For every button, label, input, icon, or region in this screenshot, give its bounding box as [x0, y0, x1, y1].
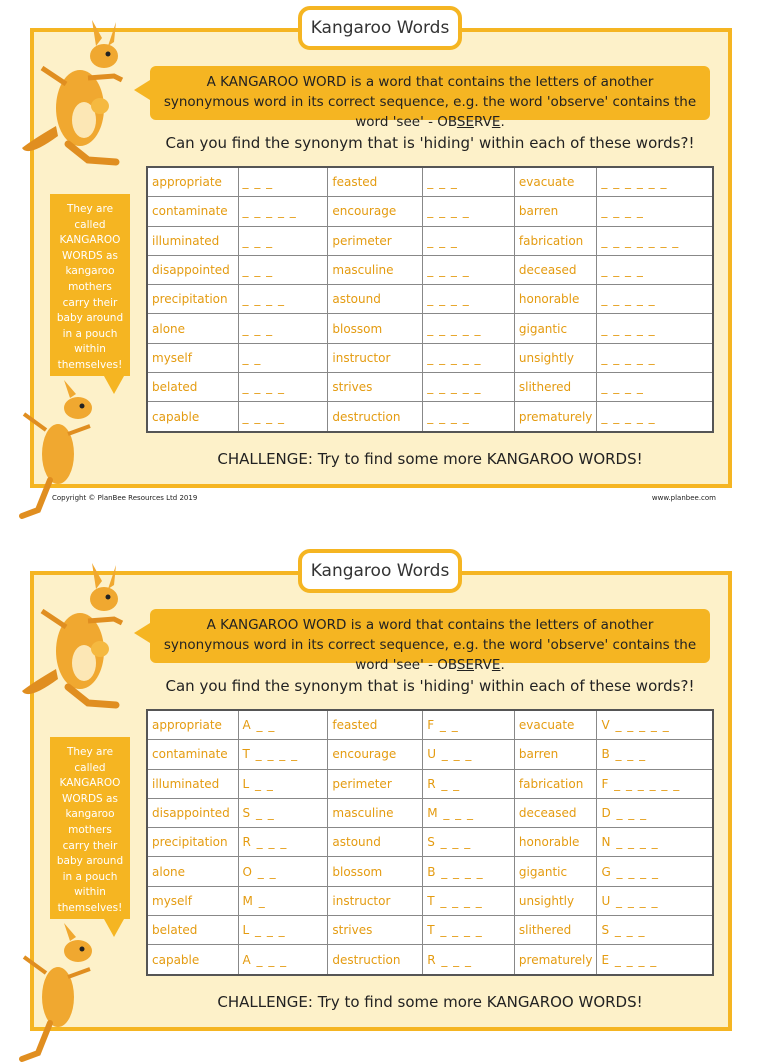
kangaroo-word-cell: instructor	[328, 343, 423, 372]
kangaroo-words-answer-table	[146, 709, 714, 976]
kangaroo-word-definition: A KANGAROO WORD is a word that contains the letters of another synonymous word in its correct sequence, e.g. the word 'observe' contains the word 'see' - OBSERVE.	[150, 609, 710, 663]
kangaroo-word-cell: myself	[147, 343, 238, 372]
word-table-body	[147, 167, 713, 432]
kangaroo-word-cell: contaminate	[147, 740, 238, 769]
copyright-footer: Copyright © PlanBee Resources Ltd 2019	[52, 494, 198, 502]
kangaroo-word-cell: disappointed	[147, 798, 238, 827]
kangaroo-word-cell: deceased	[514, 255, 597, 284]
synonym-answer-cell[interactable]: _ _ _	[423, 167, 515, 197]
synonym-answer-cell[interactable]: _ _ _ _	[423, 255, 515, 284]
kangaroo-word-cell: evacuate	[514, 167, 597, 197]
kangaroo-word-cell: gigantic	[514, 314, 597, 343]
worksheet-title: Kangaroo Words	[298, 549, 462, 593]
kangaroo-word-cell: encourage	[328, 197, 423, 226]
synonym-answer-cell[interactable]: _ _ _ _	[597, 255, 713, 284]
synonym-answer-cell[interactable]: _ _ _ _ _	[238, 197, 328, 226]
website-footer: www.planbee.com	[651, 494, 716, 502]
worksheet-1	[0, 0, 768, 520]
challenge-text: CHALLENGE: Try to find some more KANGAROO WORDS!	[217, 993, 643, 1011]
synonym-answer-cell[interactable]: R _ _ _	[423, 945, 515, 975]
kangaroo-word-cell: feasted	[328, 710, 423, 740]
table-row	[147, 798, 713, 827]
synonym-answer-cell[interactable]: R _ _	[423, 769, 515, 798]
kangaroo-word-cell: slithered	[514, 373, 597, 402]
synonym-answer-cell[interactable]: S _ _ _	[423, 828, 515, 857]
table-row	[147, 916, 713, 945]
synonym-answer-cell[interactable]: _ _ _	[238, 255, 328, 284]
synonym-answer-cell[interactable]: S _ _	[238, 798, 328, 827]
kangaroo-word-cell: honorable	[514, 828, 597, 857]
kangaroo-fact-note: They are called KANGAROO WORDS as kangaroo mothers carry their baby around in a pouch within themselves!	[50, 737, 130, 919]
table-row	[147, 197, 713, 226]
synonym-answer-cell[interactable]: _ _	[238, 343, 328, 372]
synonym-answer-cell[interactable]: G _ _ _ _	[597, 857, 713, 886]
synonym-answer-cell[interactable]: _ _ _	[423, 226, 515, 255]
table-row	[147, 886, 713, 915]
kangaroo-word-cell: instructor	[328, 886, 423, 915]
kangaroo-word-cell: masculine	[328, 255, 423, 284]
kangaroo-word-cell: destruction	[328, 402, 423, 432]
kangaroo-word-cell: astound	[328, 285, 423, 314]
kangaroo-word-cell: barren	[514, 197, 597, 226]
kangaroo-word-cell: encourage	[328, 740, 423, 769]
table-row	[147, 167, 713, 197]
kangaroo-word-cell: prematurely	[514, 945, 597, 975]
table-row	[147, 226, 713, 255]
synonym-answer-cell[interactable]: T _ _ _ _	[238, 740, 328, 769]
table-row	[147, 740, 713, 769]
synonym-answer-cell[interactable]: A _ _	[238, 710, 328, 740]
kangaroo-word-cell: capable	[147, 402, 238, 432]
synonym-answer-cell[interactable]: F _ _	[423, 710, 515, 740]
kangaroo-mother-illustration	[18, 8, 138, 168]
instruction-question: Can you find the synonym that is 'hiding' within each of these words?!	[165, 677, 695, 695]
table-row	[147, 945, 713, 975]
synonym-answer-cell[interactable]: M _	[238, 886, 328, 915]
synonym-answer-cell[interactable]: N _ _ _ _	[597, 828, 713, 857]
kangaroo-word-cell: disappointed	[147, 255, 238, 284]
kangaroo-word-cell: illuminated	[147, 226, 238, 255]
synonym-answer-cell[interactable]: _ _ _ _	[238, 285, 328, 314]
synonym-answer-cell[interactable]: _ _ _ _ _	[597, 285, 713, 314]
kangaroo-word-cell: destruction	[328, 945, 423, 975]
kangaroo-word-cell: perimeter	[328, 769, 423, 798]
kangaroo-word-cell: appropriate	[147, 710, 238, 740]
instruction-question: Can you find the synonym that is 'hiding' within each of these words?!	[165, 134, 695, 152]
kangaroo-word-cell: appropriate	[147, 167, 238, 197]
synonym-answer-cell[interactable]: _ _ _ _ _	[423, 314, 515, 343]
table-row	[147, 828, 713, 857]
synonym-answer-cell[interactable]: O _ _	[238, 857, 328, 886]
synonym-answer-cell[interactable]: _ _ _	[238, 226, 328, 255]
table-row	[147, 710, 713, 740]
kangaroo-word-cell: contaminate	[147, 197, 238, 226]
synonym-answer-cell[interactable]: U _ _ _ _	[597, 886, 713, 915]
table-row	[147, 343, 713, 372]
kangaroo-word-cell: blossom	[328, 857, 423, 886]
synonym-answer-cell[interactable]: V _ _ _ _ _	[597, 710, 713, 740]
synonym-answer-cell[interactable]: _ _ _ _ _ _	[597, 167, 713, 197]
kangaroo-word-cell: belated	[147, 373, 238, 402]
synonym-answer-cell[interactable]: U _ _ _	[423, 740, 515, 769]
worksheet-title: Kangaroo Words	[298, 6, 462, 50]
kangaroo-word-cell: illuminated	[147, 769, 238, 798]
synonym-answer-cell[interactable]: L _ _ _	[238, 916, 328, 945]
table-row	[147, 402, 713, 432]
synonym-answer-cell[interactable]: L _ _	[238, 769, 328, 798]
synonym-answer-cell[interactable]: _ _ _ _	[238, 402, 328, 432]
synonym-answer-cell[interactable]: _ _ _ _	[423, 402, 515, 432]
table-row	[147, 285, 713, 314]
table-row	[147, 314, 713, 343]
kangaroo-words-table	[146, 166, 714, 433]
synonym-answer-cell[interactable]: _ _ _ _ _ _ _	[597, 226, 713, 255]
kangaroo-word-cell: fabrication	[514, 226, 597, 255]
table-row	[147, 373, 713, 402]
challenge-text: CHALLENGE: Try to find some more KANGAROO WORDS!	[217, 450, 643, 468]
synonym-answer-cell[interactable]: T _ _ _ _	[423, 886, 515, 915]
kangaroo-word-cell: alone	[147, 314, 238, 343]
kangaroo-word-cell: barren	[514, 740, 597, 769]
kangaroo-word-definition: A KANGAROO WORD is a word that contains the letters of another synonymous word in its correct sequence, e.g. the word 'observe' contains the word 'see' - OBSERVE.	[150, 66, 710, 120]
synonym-answer-cell[interactable]: F _ _ _ _ _ _	[597, 769, 713, 798]
synonym-answer-cell[interactable]: _ _ _ _	[238, 373, 328, 402]
kangaroo-word-cell: capable	[147, 945, 238, 975]
synonym-answer-cell[interactable]: _ _ _ _ _	[597, 402, 713, 432]
kangaroo-word-cell: strives	[328, 373, 423, 402]
word-table-body	[147, 710, 713, 975]
kangaroo-word-cell: myself	[147, 886, 238, 915]
worksheet-2-answers	[0, 543, 768, 1063]
synonym-answer-cell[interactable]: D _ _ _	[597, 798, 713, 827]
kangaroo-word-cell: masculine	[328, 798, 423, 827]
kangaroo-word-cell: strives	[328, 916, 423, 945]
kangaroo-word-cell: evacuate	[514, 710, 597, 740]
synonym-answer-cell[interactable]: _ _ _ _ _	[597, 314, 713, 343]
synonym-answer-cell[interactable]: _ _ _ _	[423, 285, 515, 314]
kangaroo-word-cell: unsightly	[514, 886, 597, 915]
synonym-answer-cell[interactable]: A _ _ _	[238, 945, 328, 975]
kangaroo-word-cell: precipitation	[147, 828, 238, 857]
kangaroo-word-cell: deceased	[514, 798, 597, 827]
kangaroo-word-cell: blossom	[328, 314, 423, 343]
synonym-answer-cell[interactable]: B _ _ _ _	[423, 857, 515, 886]
kangaroo-word-cell: alone	[147, 857, 238, 886]
kangaroo-word-cell: unsightly	[514, 343, 597, 372]
kangaroo-word-cell: prematurely	[514, 402, 597, 432]
kangaroo-word-cell: fabrication	[514, 769, 597, 798]
kangaroo-word-cell: honorable	[514, 285, 597, 314]
kangaroo-word-cell: precipitation	[147, 285, 238, 314]
table-row	[147, 857, 713, 886]
synonym-answer-cell[interactable]: M _ _ _	[423, 798, 515, 827]
kangaroo-word-cell: slithered	[514, 916, 597, 945]
synonym-answer-cell[interactable]: B _ _ _	[597, 740, 713, 769]
synonym-answer-cell[interactable]: T _ _ _ _	[423, 916, 515, 945]
synonym-answer-cell[interactable]: S _ _ _	[597, 916, 713, 945]
synonym-answer-cell[interactable]: _ _ _ _	[597, 197, 713, 226]
synonym-answer-cell[interactable]: _ _ _ _	[423, 197, 515, 226]
synonym-answer-cell[interactable]: _ _ _	[238, 314, 328, 343]
table-row	[147, 255, 713, 284]
synonym-answer-cell[interactable]: E _ _ _ _	[597, 945, 713, 975]
synonym-answer-cell[interactable]: _ _ _ _ _	[423, 373, 515, 402]
synonym-answer-cell[interactable]: _ _ _	[238, 167, 328, 197]
kangaroo-word-cell: astound	[328, 828, 423, 857]
kangaroo-word-cell: belated	[147, 916, 238, 945]
kangaroo-word-cell: gigantic	[514, 857, 597, 886]
synonym-answer-cell[interactable]: R _ _ _	[238, 828, 328, 857]
synonym-answer-cell[interactable]: _ _ _ _ _	[423, 343, 515, 372]
kangaroo-fact-note: They are called KANGAROO WORDS as kangaroo mothers carry their baby around in a pouch within themselves!	[50, 194, 130, 376]
kangaroo-word-cell: perimeter	[328, 226, 423, 255]
synonym-answer-cell[interactable]: _ _ _ _ _	[597, 343, 713, 372]
table-row	[147, 769, 713, 798]
kangaroo-illustration	[16, 923, 106, 1063]
kangaroo-word-cell: feasted	[328, 167, 423, 197]
kangaroo-mother-illustration	[18, 551, 138, 711]
synonym-answer-cell[interactable]: _ _ _ _	[597, 373, 713, 402]
